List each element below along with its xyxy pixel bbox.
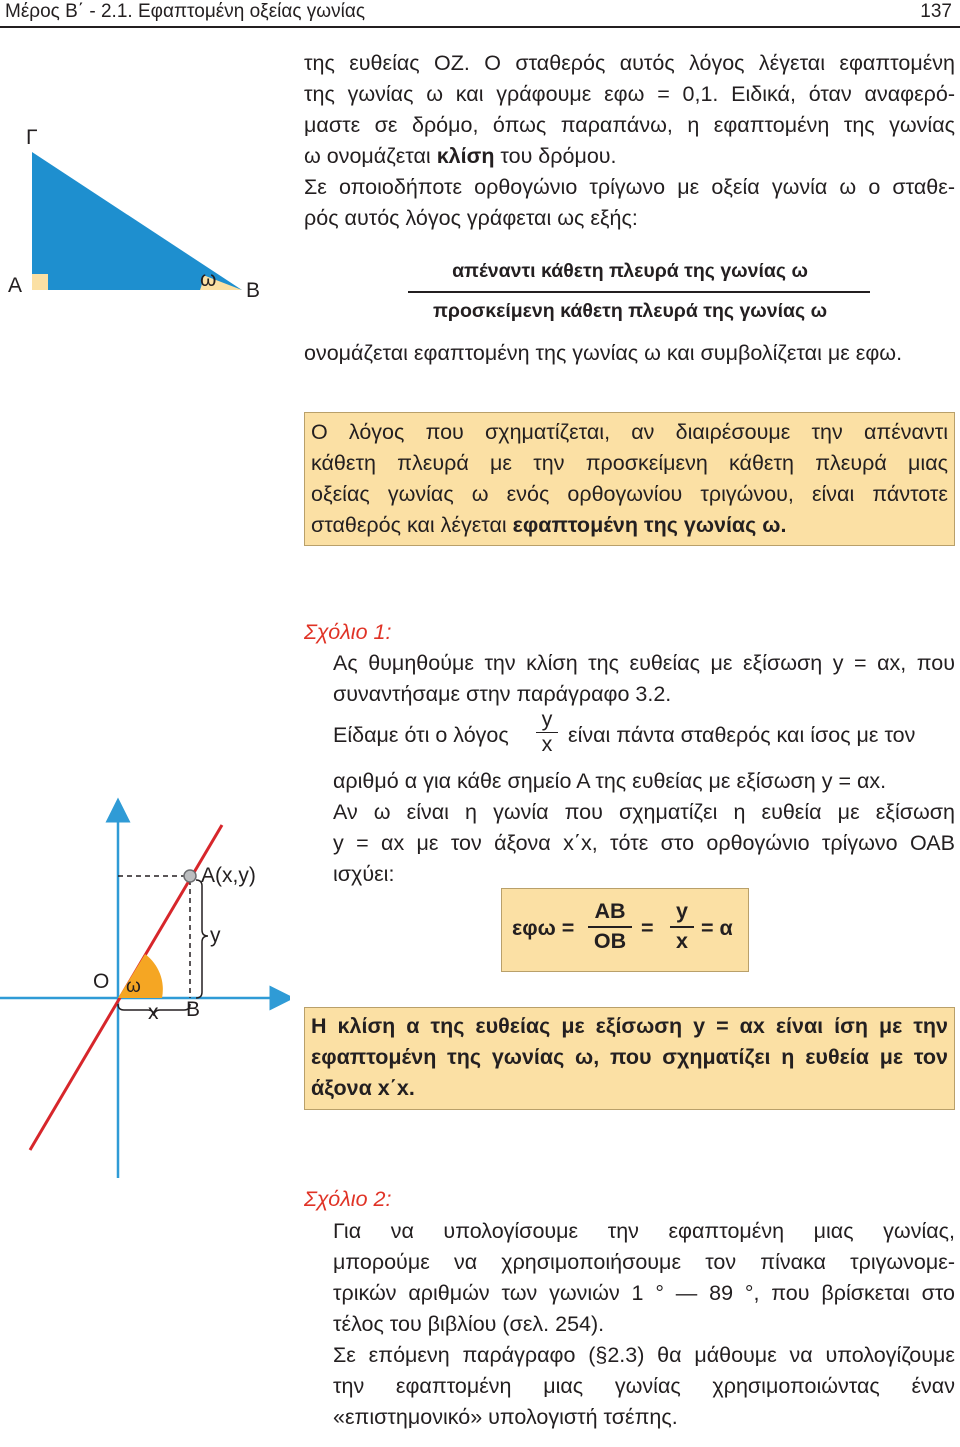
- label-b-2: Β: [186, 998, 201, 1021]
- note1-line-5: Αν ω είναι η γωνία που σχηματίζει η ευθεία με εξίσωση: [333, 800, 955, 824]
- definition-box: [304, 412, 955, 546]
- label-b: Β: [246, 279, 261, 302]
- formula-f1-bar: [588, 926, 632, 928]
- label-origin: Ο: [93, 970, 110, 993]
- note2-line-7: «επιστημονικό» υπολογιστή τσέπης.: [333, 1405, 678, 1429]
- formula-f1-den: ΟΒ: [593, 929, 627, 953]
- note2-body: [333, 1216, 955, 1433]
- keyword-efaptomeni: εφαπτομένη της γωνίας ω.: [512, 513, 787, 537]
- ratio-denominator: προσκείμενη κάθετη πλευρά της γωνίας ω: [432, 300, 828, 322]
- slope-line-2: εφαπτομένη της γωνίας ω, που σχηματίζει η ευθεία με τον: [311, 1045, 948, 1069]
- note1-line-3-post: είναι πάντα σταθερός και ίσος με τον: [568, 723, 916, 747]
- inline-fraction-y-x: [536, 708, 558, 755]
- note1-line-1: Ας θυμηθούμε την κλίση της ευθείας με εξίσωση y = αx, που: [333, 651, 955, 675]
- note1-line-4: αριθμό α για κάθε σημείο Α της ευθείας με εξίσωση y = αx.: [333, 769, 887, 793]
- header-rule: [0, 26, 960, 28]
- note2-line-4: τέλος του βιβλίου (σελ. 254).: [333, 1312, 605, 1336]
- note2-line-1: Για να υπολογίσουμε την εφαπτομένη μιας γωνίας,: [333, 1219, 955, 1243]
- ratio-numerator: απέναντι κάθετη πλευρά της γωνίας ω: [452, 260, 808, 282]
- ratio-fraction: [384, 260, 876, 323]
- page-header-title: Μέρος Β΄ - 2.1. Εφαπτομένη οξείας γωνίας: [5, 1, 365, 22]
- intro-line-5: Σε οποιοδήποτε ορθογώνιο τρίγωνο με οξεία γωνία ω ο σταθε-: [304, 175, 955, 199]
- point-a: [184, 870, 196, 882]
- intro-line-2: της γωνίας ω και γράφουμε εφω = 0,1. Ειδικά, όταν αναφερό-: [304, 82, 955, 106]
- label-x: x: [148, 1001, 159, 1024]
- note2-line-5: Σε επόμενη παράγραφο (§2.3) θα μάθουμε να υπολογίζουμε: [333, 1343, 955, 1367]
- definition-line-1: Ο λόγος που σχηματίζεται, αν διαιρέσουμε την απέναντι: [311, 420, 948, 444]
- definition-line-4-pre: σταθερός και λέγεται: [311, 513, 513, 537]
- label-y: y: [210, 924, 221, 947]
- after-ratio-text: ονομάζεται εφαπτομένη της γωνίας ω και συμβολίζεται με εφω.: [304, 341, 903, 365]
- right-triangle-figure: [0, 40, 270, 310]
- label-a: Α: [8, 274, 23, 297]
- intro-line-4-pre: ω ονομάζεται: [304, 144, 437, 168]
- brace-y: [196, 880, 208, 998]
- note1-line-7: ισχύει:: [333, 862, 395, 886]
- formula-rhs: = α: [701, 916, 733, 940]
- note2-heading: Σχόλιο 2:: [304, 1187, 392, 1211]
- note1-body-2: [333, 766, 955, 890]
- intro-paragraph: [304, 48, 955, 234]
- inline-frac-den: x: [541, 732, 553, 756]
- label-point-a: Α(x,y): [201, 864, 256, 887]
- note1-heading: Σχόλιο 1:: [304, 620, 392, 644]
- formula-fraction-ab-ob: [588, 899, 632, 954]
- page-number: 137: [920, 1, 952, 22]
- note1-line-3-pre: Είδαμε ότι ο λόγος: [333, 723, 509, 747]
- note2-line-3: τρικών αριθμών των γωνιών 1 ° — 89 °, που βρίσκεται στο: [333, 1281, 955, 1305]
- formula-box: [501, 888, 749, 972]
- formula-fraction-y-x: [670, 899, 694, 954]
- label-gamma: Γ: [26, 126, 38, 149]
- slope-box: [304, 1007, 955, 1110]
- formula-f2-bar: [670, 926, 694, 928]
- formula-eq: =: [641, 916, 654, 940]
- label-omega-2: ω: [126, 976, 141, 997]
- slope-line-1: Η κλίση α της ευθείας με εξίσωση y = αx είναι ίση με την: [311, 1014, 948, 1038]
- keyword-klisi: κλίση: [436, 144, 495, 168]
- definition-line-4: [311, 510, 948, 541]
- line-axes-figure: [0, 780, 290, 1180]
- inline-frac-num: y: [541, 707, 553, 731]
- note1-line-6: y = αx με τον άξονα x΄x, τότε στο ορθογώνιο τρίγωνο ΟΑΒ: [333, 831, 955, 855]
- note1-line-2: συναντήσαμε στην παράγραφο 3.2.: [333, 682, 672, 706]
- intro-line-3: μαστε σε δρόμο, όπως παραπάνω, η εφαπτομένη της γωνίας: [304, 113, 955, 137]
- definition-line-3: οξείας γωνίας ω ενός ορθογωνίου τριγώνου, είναι πάντοτε: [311, 482, 948, 506]
- intro-line-1: της ευθείας ΟΖ. Ο σταθερός αυτός λόγος λέγεται εφαπτομένη: [304, 51, 955, 75]
- definition-line-2: κάθετη πλευρά με την προσκείμενη κάθετη πλευρά μιας: [311, 451, 948, 475]
- note1-body: [333, 648, 955, 710]
- right-angle-mark: [32, 274, 48, 290]
- note2-line-6: την εφαπτομένη μιας γωνίας χρησιμοποιώντας έναν: [333, 1374, 955, 1398]
- formula-lhs: εφω =: [512, 916, 575, 940]
- intro-line-4: [304, 141, 955, 172]
- note2-line-2: μπορούμε να χρησιμοποιήσουμε τον πίνακα τριγωνομε-: [333, 1250, 955, 1274]
- intro-line-6: ρός αυτός λόγος γράφεται ως εξής:: [304, 206, 638, 230]
- formula-f1-num: ΑΒ: [594, 899, 626, 923]
- formula-f2-num: y: [676, 899, 688, 923]
- label-omega: ω: [200, 268, 217, 291]
- slope-line-3: άξονα x΄x.: [311, 1076, 415, 1100]
- formula-f2-den: x: [676, 929, 688, 953]
- intro-line-4-post: του δρόμου.: [494, 144, 617, 168]
